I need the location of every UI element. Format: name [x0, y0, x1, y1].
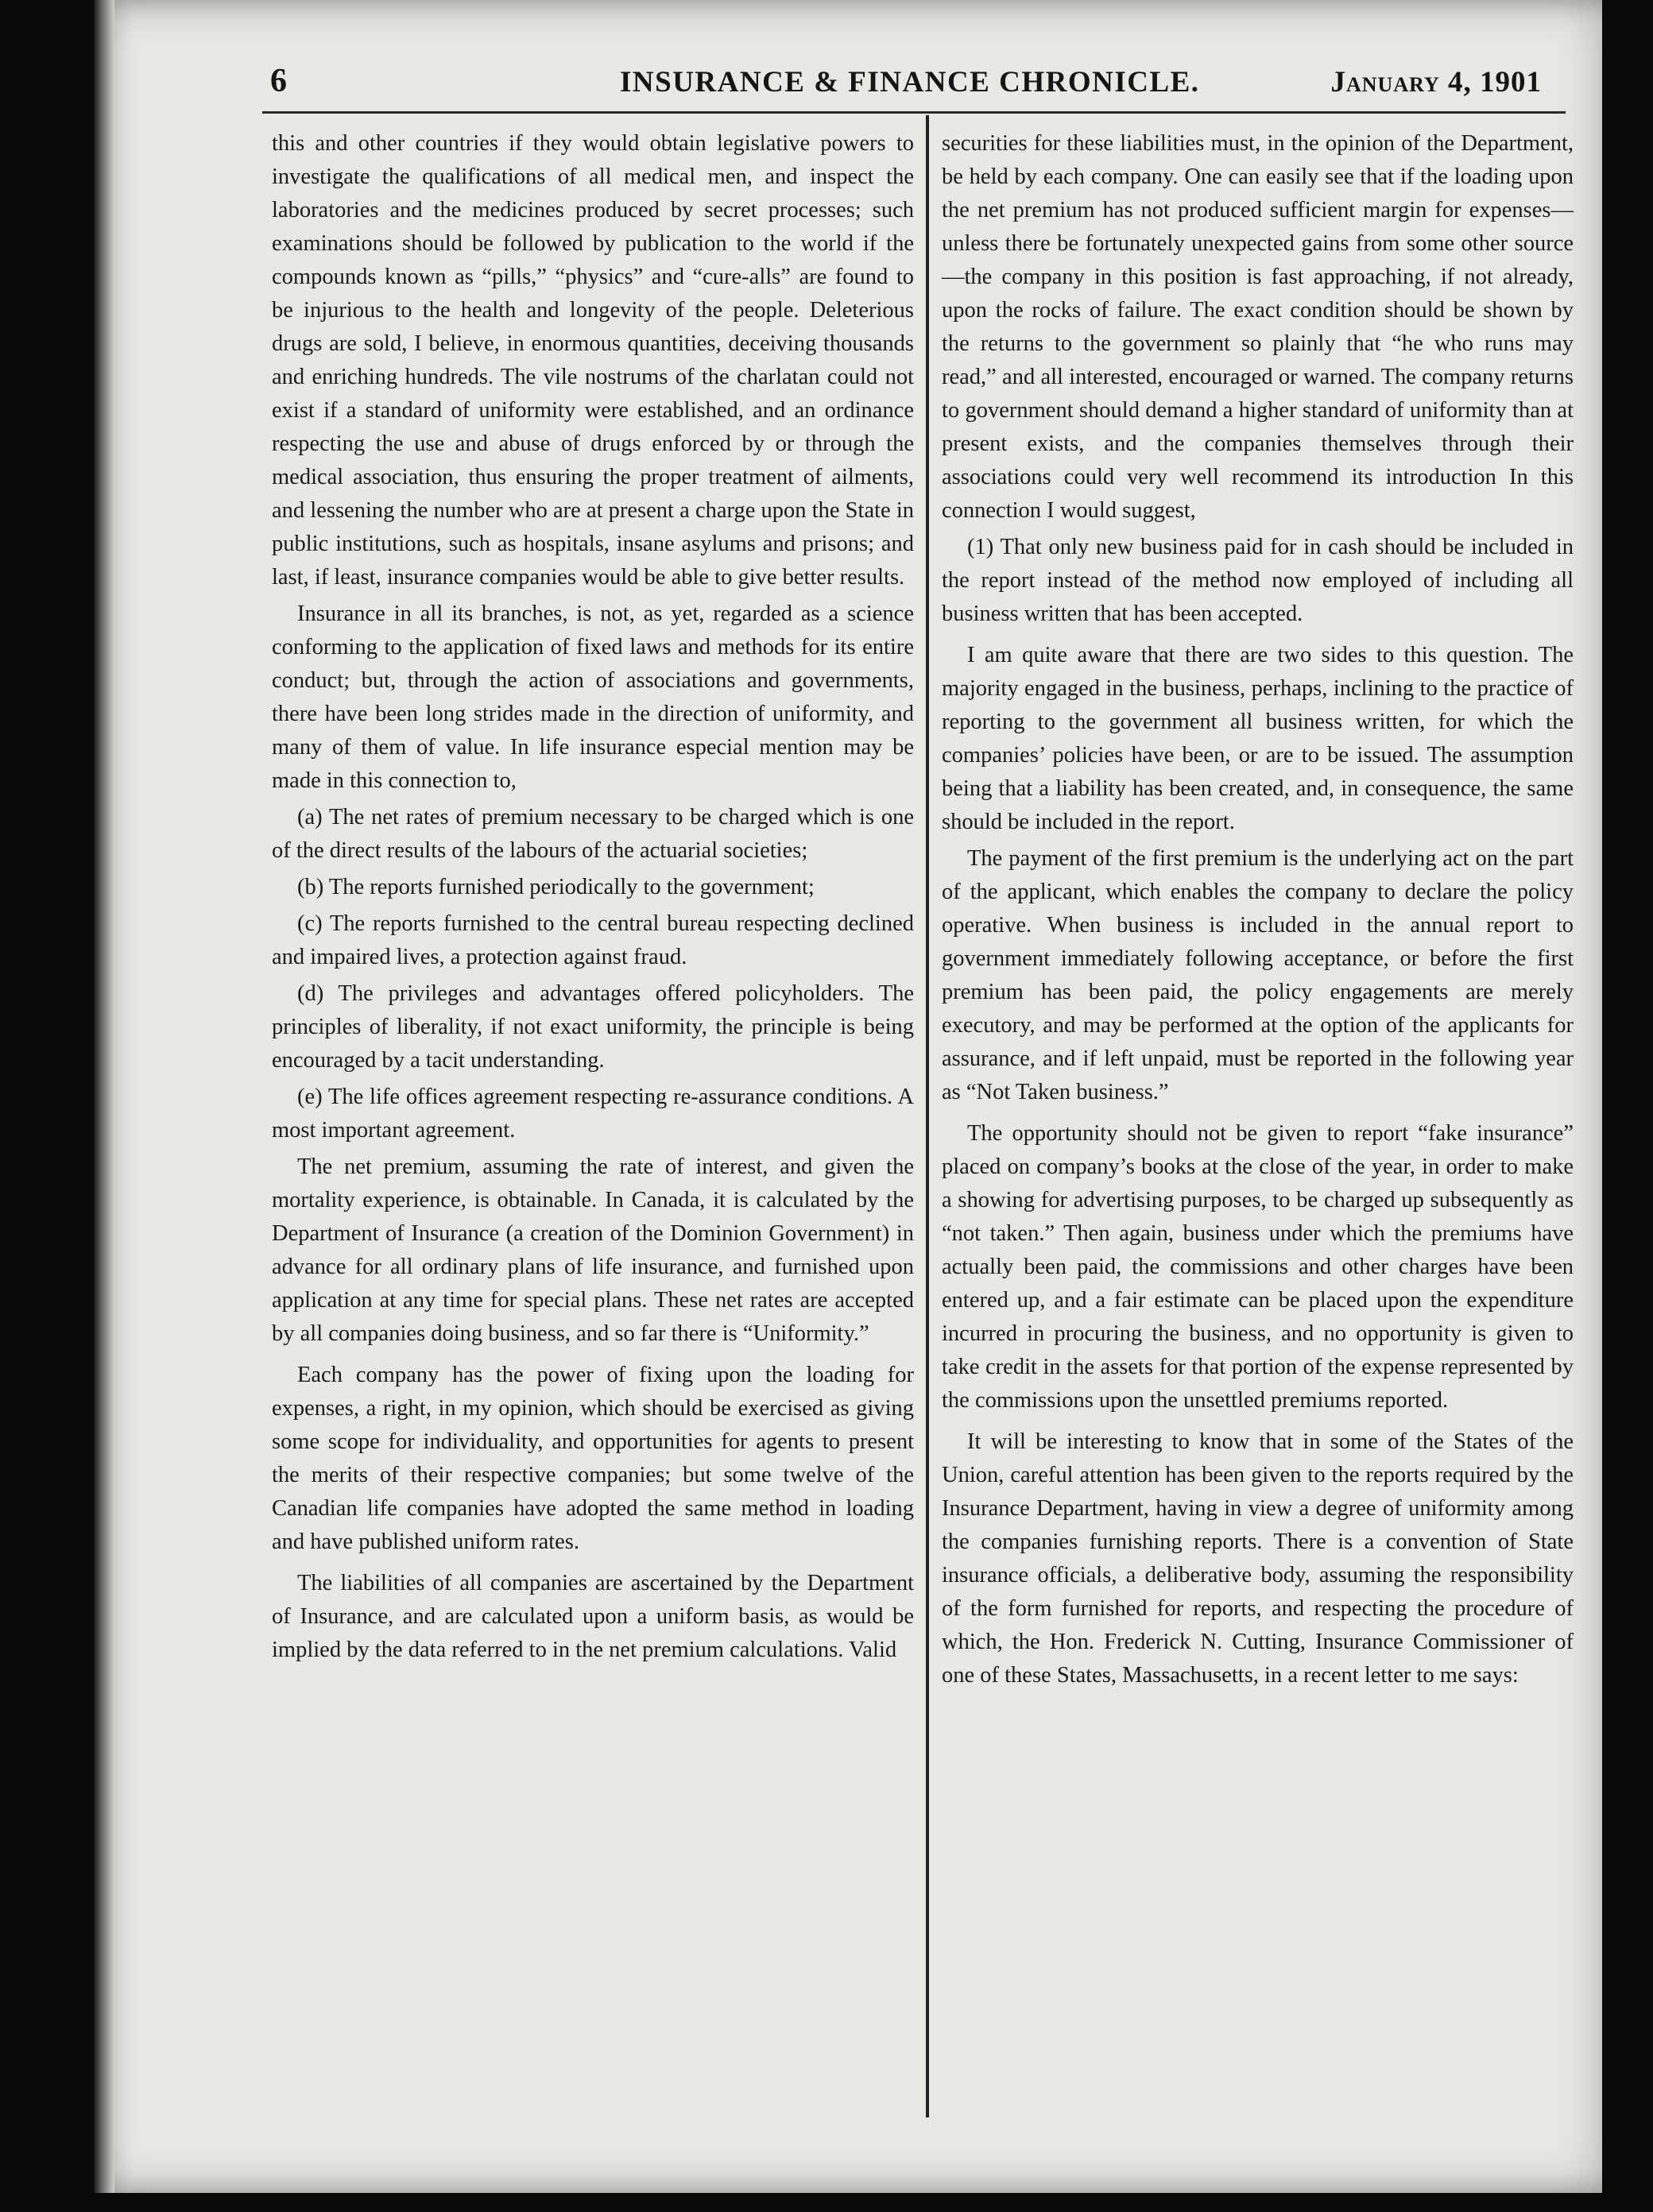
list-item: (d) The privileges and advantages offered policyholders. The principles of liberality, if not exact uniformity, the principle is being encouraged by a tacit understanding.: [272, 981, 914, 1073]
list-item: (1) That only new business paid for in cash should be included in the report instead of the method now employed of including all business written that has been accepted.: [942, 535, 1574, 626]
list-item: (e) The life offices agreement respecting re-assurance conditions. A most important agreement.: [272, 1085, 914, 1143]
header-rule: [262, 111, 1566, 114]
paragraph: Insurance in all its branches, is not, as yet, regarded as a science conforming to the application of fixed laws and methods for its entire conduct; but, through the action of associations and governments, there have been long strides made in the direction of uniformity, and many of them of value. In life insurance especial mention may be made in this connection to,: [272, 601, 914, 793]
page-binding-edge: [94, 0, 114, 2193]
paragraph: I am quite aware that there are two sides to this question. The majority engaged in the business, perhaps, inclining to the practice of reporting to the government all business written, for which the companies’ policies have been, or are to be issued. The assumption being that a liability has been created, and, in consequence, the same should be included in the report.: [942, 643, 1574, 834]
page-header: [175, 62, 1542, 106]
paragraph: The payment of the first premium is the underlying act on the part of the applicant, which enables the company to declare the policy operative. When business is included in the annual report to government immediately following acceptance, or before the first premium has been paid, the policy engagements are merely executory, and may be performed at the option of the applicants for assurance, and if left unpaid, must be reported in the following year as “Not Taken business.”: [942, 846, 1574, 1104]
list-item: (c) The reports furnished to the central bureau respecting declined and impaired lives, a protection against fraud.: [272, 911, 914, 969]
journal-title: INSURANCE & FINANCE CHRONICLE.: [620, 66, 1200, 99]
left-column: [272, 127, 914, 1667]
issue-date: January 4, 1901: [1330, 66, 1542, 99]
list-item: (b) The reports furnished periodically to the government;: [297, 875, 815, 899]
paragraph: The opportunity should not be given to report “fake insurance” placed on company’s books at the close of the year, in order to make a showing for advertising purposes, to be charged up subsequently as “not taken.” Then again, business under which the premiums have actually been paid, the commissions and other charges have been entered up, and a fair estimate can be placed upon the expenditure incurred in procuring the business, and no opportunity is given to take credit in the assets for that portion of the expense represented by the commissions upon the unsettled premiums reported.: [942, 1121, 1574, 1413]
paragraph: The liabilities of all companies are ascertained by the Department of Insurance, and are calculated upon a uniform basis, as would be implied by the data referred to in the net premium calculations. Valid: [272, 1571, 914, 1662]
column-divider: [926, 115, 929, 2117]
right-column: [942, 127, 1574, 1692]
paragraph: this and other countries if they would obtain legislative powers to investigate the qualifications of all medical men, and inspect the laboratories and the medicines produced by secret processes; such examinations should be followed by publication to the world if the compounds known as “pills,” “physics” and “cure-alls” are found to be injurious to the health and longevity of the people. Deleterious drugs are sold, I believe, in enormous quantities, deceiving thousands and enriching hundreds. The vile nostrums of the charlatan could not exist if a standard of uniformity were established, and an ordinance respecting the use and abuse of drugs enforced by or through the medical association, thus ensuring the proper treatment of ailments, and lessening the number who are at present a charge upon the State in public institutions, such as hospitals, insane asylums and prisons; and last, if least, insurance companies would be able to give better results.: [272, 131, 914, 590]
paragraph: It will be interesting to know that in some of the States of the Union, careful attention has been given to the reports required by the Insurance Department, having in view a degree of uniformity among the companies furnishing reports. There is a convention of State insurance officials, a deliberative body, assuming the responsibility of the form furnished for reports, and respecting the procedure of which, the Hon. Frederick N. Cutting, Insurance Commissioner of one of these States, Massachusetts, in a recent letter to me says:: [942, 1429, 1574, 1688]
paragraph: The net premium, assuming the rate of interest, and given the mortality experience, is obtainable. In Canada, it is calculated by the Department of Insurance (a creation of the Dominion Government) in advance for all ordinary plans of life insurance, and furnished upon application at any time for special plans. These net rates are accepted by all companies doing business, and so far there is “Uniformity.”: [272, 1154, 914, 1346]
paragraph: Each company has the power of fixing upon the loading for expenses, a right, in my opinion, which should be exercised as giving some scope for individuality, and opportunities for agents to present the merits of their respective companies; but some twelve of the Canadian life companies have adopted the same method in loading and have published uniform rates.: [272, 1363, 914, 1554]
page-number: 6: [270, 63, 288, 99]
paragraph: securities for these liabilities must, in the opinion of the Department, be held by each company. One can easily see that if the loading upon the net premium has not produced sufficient margin for expenses—unless there be fortunately unexpected gains from some other source—the company in this position is fast approaching, if not already, upon the rocks of failure. The exact condition should be shown by the returns to the government so plainly that “he who runs may read,” and all interested, encouraged or warned. The company returns to government should demand a higher standard of uniformity than at present exists, and the companies themselves through their associations could very well recommend its introduction In this connection I would suggest,: [942, 131, 1574, 523]
list-item: (a) The net rates of premium necessary to be charged which is one of the direct results of the labours of the actuarial societies;: [272, 805, 914, 863]
